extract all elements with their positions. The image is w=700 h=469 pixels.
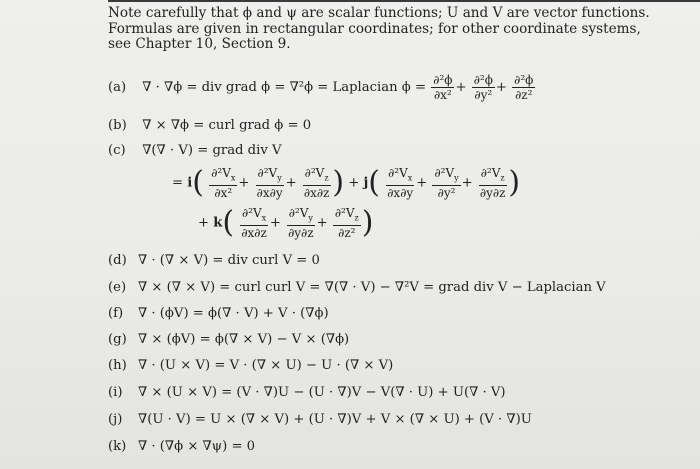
formula-c xyxy=(108,143,282,158)
label-a: (a) xyxy=(108,80,127,95)
formula-e xyxy=(108,280,606,295)
formula-k xyxy=(108,439,255,454)
label-i: (i) xyxy=(108,385,123,400)
label-g: (g) xyxy=(108,332,127,347)
frac-a1: $\frac{\text{∂²ϕ}}{\text{∂x²}}$ xyxy=(433,73,453,102)
label-b: (b) xyxy=(108,118,127,133)
text-g: ∇ × (ϕV) = ϕ(∇ × V) − V × (∇ϕ) xyxy=(138,332,350,347)
formula-i xyxy=(108,385,506,400)
text-k: ∇ · (∇ϕ × ∇ψ) = 0 xyxy=(138,439,256,454)
formula-f xyxy=(108,306,329,321)
text-j: ∇(U · V) = U × (∇ × V) + (U · ∇)V + V × (∇ × U) + (V · ∇)U xyxy=(138,412,532,427)
label-c: (c) xyxy=(108,143,126,158)
text-b: ∇ × ∇ϕ = curl grad ϕ = 0 xyxy=(142,118,312,133)
formula-a: (a) ∇ · ∇ϕ = div grad ϕ = ∇²ϕ = Laplacian ϕ = $\frac{\text{∂²ϕ}}{\text{∂x²}}$ + $\frac{\text{∂²ϕ}}{\text{∂y²}}$ + $\frac{\text{∂²ϕ}}{\text{∂z²}}$ xyxy=(108,73,534,102)
text-i: ∇ × (U × V) = (V · ∇)U − (U · ∇)V − V(∇ · U) + U(∇ · V) xyxy=(138,385,506,400)
formula-j xyxy=(108,412,532,427)
text-c: ∇(∇ · V) = grad div V xyxy=(142,143,282,158)
label-k: (k) xyxy=(108,439,127,454)
text-h: ∇ · (U × V) = V · (∇ × U) − U · (∇ × V) xyxy=(138,358,394,373)
intro-paragraph: Note carefully that ϕ and ψ are scalar functions; U and V are vector functions. Formulas are given in rectangular coordinates; for other coordinate systems, see Chapter 10, Section 9. xyxy=(108,5,650,52)
label-e: (e) xyxy=(108,280,127,295)
text-d: ∇ · (∇ × V) = div curl V = 0 xyxy=(138,253,320,268)
formula-g xyxy=(108,332,349,347)
formula-b xyxy=(108,118,311,133)
frac-a3: $\frac{\text{∂²ϕ}}{\text{∂z²}}$ xyxy=(514,73,534,102)
frac-a2: $\frac{\text{∂²ϕ}}{\text{∂y²}}$ xyxy=(473,73,493,102)
top-rule xyxy=(108,0,700,2)
label-j: (j) xyxy=(108,412,123,427)
text-f: ∇ · (ϕV) = ϕ(∇ · V) + V · (∇ϕ) xyxy=(138,306,329,321)
formula-c-line3: + k( $\frac{\partial^2V_x}{\partial x\partial z}$ + $\frac{\partial^2V_y}{\partial y\partial z}$ + $\frac{\partial^2V_z}{\text{∂z²}}$ ) xyxy=(198,205,374,241)
formula-d xyxy=(108,253,320,268)
formula-c-line2: = i( $\frac{\partial^2V_x}{\text{∂x²}}$ + $\frac{\partial^2V_y}{\partial x\partial y}$ + $\frac{\partial^2V_z}{\partial x\partial z}$ ) + j( $\frac{\partial^2V_x}{\partial x\partial y}$ + $\frac{\partial^2V_y}{\text{∂y²}}$ + $\frac{\partial^2V_z}{\partial y\partial z}$ ) xyxy=(172,165,521,201)
text-e: ∇ × (∇ × V) = curl curl V = ∇(∇ · V) − ∇²V = grad div V − Laplacian V xyxy=(138,280,606,295)
label-f: (f) xyxy=(108,306,124,321)
label-d: (d) xyxy=(108,253,127,268)
text-a: ∇ · ∇ϕ = div grad ϕ = ∇²ϕ = Laplacian ϕ = xyxy=(142,80,427,95)
formula-h xyxy=(108,358,393,373)
label-h: (h) xyxy=(108,358,127,373)
